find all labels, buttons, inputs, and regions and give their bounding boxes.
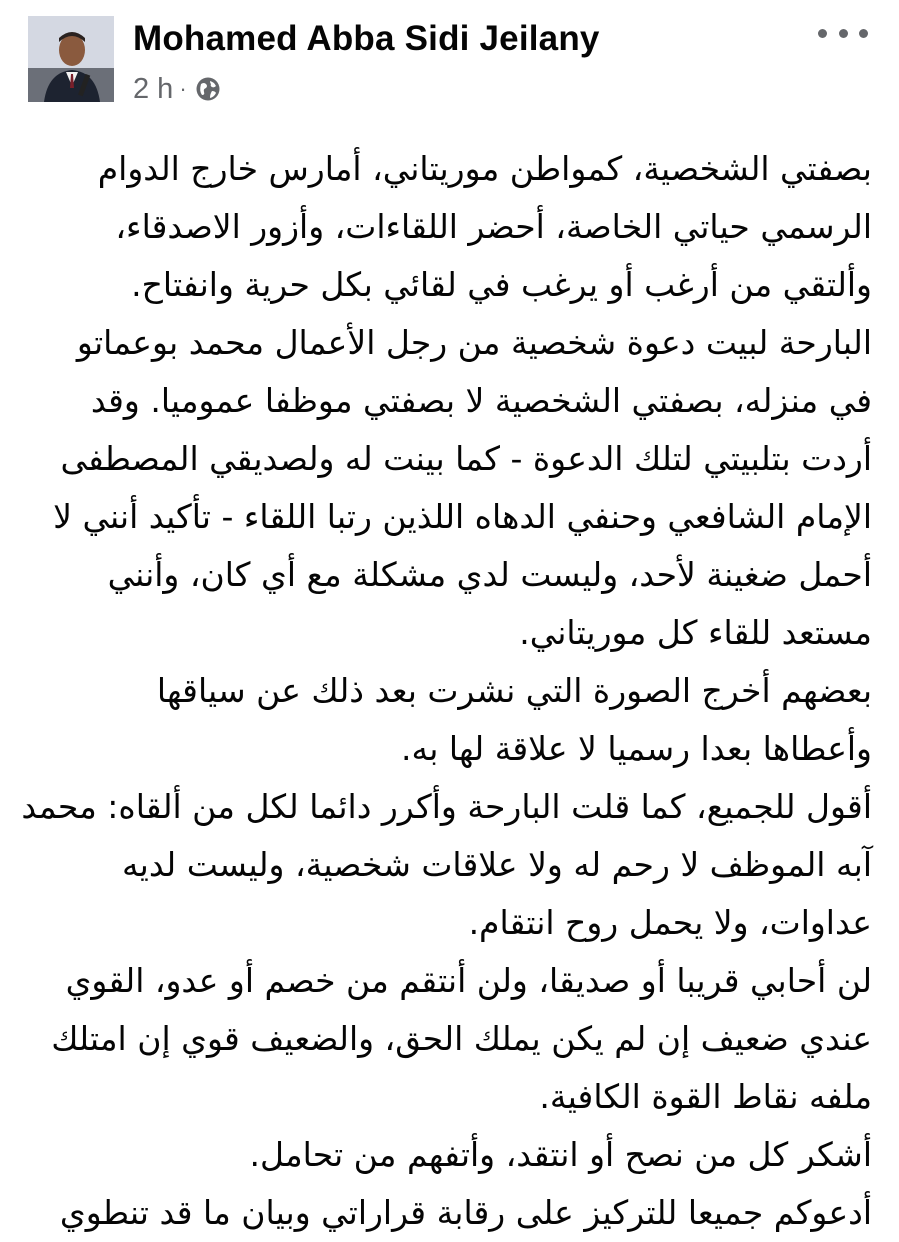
post-header [0,0,899,120]
menu-dot [818,29,827,38]
post-line: بعضهم أخرج الصورة التي نشرت بعد ذلك عن سياقها [156,671,872,710]
profile-photo-icon [28,16,114,102]
author-name[interactable]: Mohamed Abba Sidi Jeilany [133,19,600,58]
post-line: لن أحابي قريبا أو صديقا، ولن أنتقم من خصم أو عدو، القوي [65,961,872,1000]
menu-dot [859,29,868,38]
more-horizontal-icon[interactable] [818,18,868,48]
globe-icon[interactable] [195,76,221,102]
post-line: مستعد للقاء كل موريتاني. [519,613,872,652]
post-text [21,140,872,1242]
post-line: أدعوكم جميعا للتركيز على رقابة قراراتي وبيان ما قد تنطوي [59,1193,872,1232]
avatar[interactable] [28,16,114,102]
post-line: الرسمي حياتي الخاصة، أحضر اللقاءات، وأزور الاصدقاء، [115,207,872,246]
post-time[interactable]: 2 h [133,72,174,105]
post-line: أشكر كل من نصح أو انتقد، وأتفهم من تحامل. [249,1135,872,1174]
post-line: عداوات، ولا يحمل روح انتقام. [468,903,872,942]
post-line: أحمل ضغينة لأحد، وليست لدي مشكلة مع أي كان، وأنني [107,555,872,594]
menu-dot [839,29,848,38]
post-line: آبه الموظف لا رحم له ولا علاقات شخصية، وليست لديه [121,845,872,884]
meta-separator: · [179,76,187,101]
post-line: وأعطاها بعدا رسميا لا علاقة لها به. [401,729,872,768]
post-line: عندي ضعيف إن لم يكن يملك الحق، والضعيف قوي إن امتلك [51,1019,872,1058]
post-line: الإمام الشافعي وحنفي الدهاه اللذين رتبا اللقاء - تأكيد أنني لا [53,497,872,536]
post-line: وألتقي من أرغب أو يرغب في لقائي بكل حرية وانفتاح. [131,265,872,304]
post-line: ملفه نقاط القوة الكافية. [539,1077,872,1116]
post-line: بصفتي الشخصية، كمواطن موريتاني، أمارس خارج الدوام [97,149,872,188]
post-meta [133,70,221,108]
post-line: في منزله، بصفتي الشخصية لا بصفتي موظفا عموميا. وقد [90,381,872,420]
post-line: أقول للجميع، كما قلت البارحة وأكرر دائما لكل من ألقاه: محمد [21,787,872,826]
post-line: البارحة لبيت دعوة شخصية من رجل الأعمال محمد بوعماتو [76,323,872,362]
post-line: أردت بتلبيتي لتلك الدعوة - كما بينت له ولصديقي المصطفى [60,439,872,478]
